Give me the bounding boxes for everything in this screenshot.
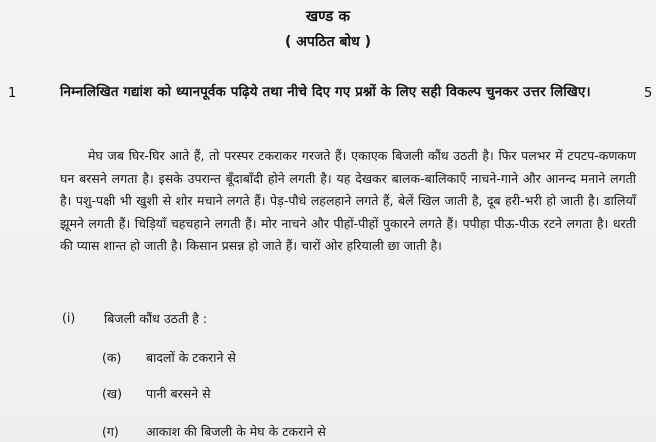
- option-label: (ग): [102, 424, 119, 439]
- option-text: आकाश की बिजली के मेघ के टकराने से: [146, 424, 326, 439]
- passage-block: [60, 145, 636, 258]
- answer-option-ga[interactable]: [102, 423, 326, 440]
- option-text: बादलों के टकराने से: [146, 350, 236, 365]
- option-label: (ख): [102, 386, 122, 401]
- section-title: खण्ड क: [305, 7, 351, 25]
- question-instruction: निम्नलिखित गद्यांश को ध्यानपूर्वक पढ़िये तथा नीचे दिए गए प्रश्नों के लिए सही विकल्प चुनकर उत्तर लिखिए।: [60, 84, 591, 100]
- answer-option-ka[interactable]: [102, 349, 236, 366]
- option-text: पानी बरसने से: [146, 386, 211, 401]
- sub-question-text: बिजली कौंध उठती है :: [104, 311, 208, 326]
- passage-text: मेघ जब घिर-घिर आते हैं, तो परस्पर टकराकर गरजते हैं। एकाएक बिजली कौंध उठती है। फिर पलभर में टपटप-कणकण घन बरसने लगता है। इसके उपरान्त बूँदाबाँदी होने लगती है। यह देखकर बालक-बालिकाएँ नाचने-गाने और आनन्द मनाने लगती है। पशु-पक्षी भी खुशी से शोर मचाने लगते हैं। पेड़-पौधे लहलहाने लगते हैं, बेलें खिल जाती है, दूब हरी-भरी हो जाती है। डालियाँ झूमने लगती हैं। चिड़ियाँ चहचहाने लगती हैं। मोर नाचने और पीहों-पीहों पुकारने लगते हैं। पपीहा पीऊ-पीऊ रटने लगता है। धरती की प्यास शान्त हो जाती है। किसान प्रसन्न हो जाते हैं। चारों ओर हरियाली छा जाती है।: [60, 148, 636, 253]
- section-subtitle: ( अपठित बोध ): [284, 34, 372, 50]
- question-number: 1: [8, 86, 17, 101]
- option-label: (क): [102, 350, 122, 365]
- sub-question-number: (i): [62, 310, 76, 325]
- answer-option-kha[interactable]: [102, 385, 211, 402]
- question-marks: 5: [644, 86, 653, 101]
